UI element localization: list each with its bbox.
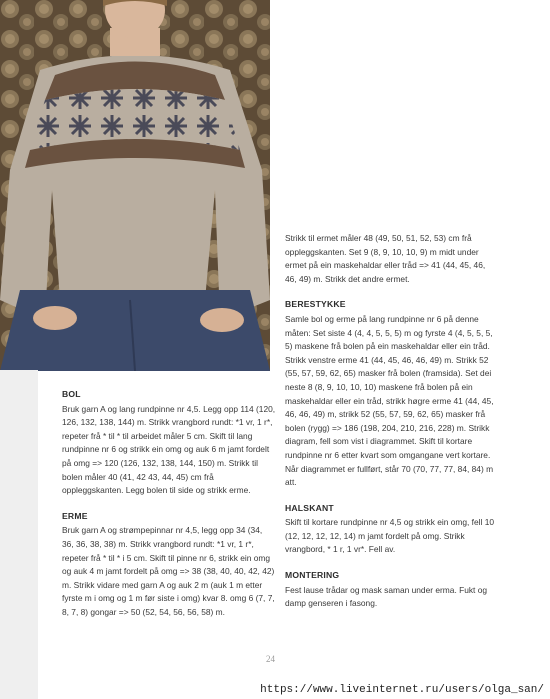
berestykke-heading: BERESTYKKE xyxy=(285,299,346,310)
spacer xyxy=(285,557,495,569)
watermark-url: https://www.liveinternet.ru/users/olga_san/ xyxy=(260,684,544,696)
left-margin-band xyxy=(0,370,38,699)
photo-illustration xyxy=(0,0,270,371)
spacer xyxy=(285,490,495,502)
spacer xyxy=(62,498,276,510)
berestykke-text: Samle bol og erme på lang rundpinne nr 6 på denne måten: Set siste 4 (4, 4, 5, 5, 5) m og fyrste 4 (4, 5, 5, 5, 5) maskene frå bolen på ein maskehaldar eller ein tråd. Strikk venstre erme 41 (44, 45, 46, 46, 49) m. Strikk 52 (55, 57, 59, 62, 65) masker frå bolen (framsida). Set dei neste 8 (8, 9, 10, 10, 10) maskene frå bolen på ein maskehaldar eller ein tråd, strikk høgre erme 41 (44, 45, 46, 46, 49) m, strikk 52 (55, 57, 59, 62, 65) masker frå bolen (rygg) => 186 (198, 204, 210, 216, 228) m. Strikk diagram, fell som vist i diagrammet. Skift til kortare rundpinne nr 6 etter kvart som omgangane vert kortare. Når diagrammet er fullført, står 70 (70, 77, 77, 84, 84) m att. xyxy=(285,313,494,488)
right-column xyxy=(285,232,495,611)
erme-text: Bruk garn A og strømpepinnar nr 4,5, legg opp 34 (34, 36, 36, 38, 38) m. Strikk vrangbord rundt: *1 vr, 1 r*, repeter frå * til * i 5 cm. Skift til pinne nr 6, strikk ein omg og auk 4 m jamt fordelt på omg => 38 (38, 40, 40, 42, 42) m. Strikk vidare med garn A og auk 2 m (auk 1 m etter fyrste m i omg og 1 m før siste i omg) kvar 8. omg 6 (7, 7, 8, 7, 8) gongar => 50 (52, 54, 56, 56, 58) m. xyxy=(62,525,275,617)
montering-text: Fest lause trådar og mask saman under erma. Fukt og damp genseren i fasong. xyxy=(285,584,488,609)
model-sweater-photo xyxy=(0,0,270,371)
bol-text: Bruk garn A og lang rundpinne nr 4,5. Legg opp 114 (120, 126, 132, 138, 144) m. Strikk vrangbord rundt: *1 vr, 1 r*, repeter frå * til * til arbeidet måler 5 cm. Skift til lang rundpinne nr 6 og strikk ein omg og auk 6 m jamt fordelt på omg => 120 (126, 132, 138, 144, 150) m. Strikk til bolen måler 40 (41, 42 43, 44, 45) cm frå oppleggskanten. Legg bolen til side og strikk erme. xyxy=(62,403,276,496)
page-number: 24 xyxy=(266,654,275,664)
left-column xyxy=(62,388,276,620)
ermet-continuation-text: Strikk til ermet måler 48 (49, 50, 51, 52, 53) cm frå oppleggskanten. Set 9 (8, 9, 10, 10, 9) m midt under ermet på ein maskehaldar eller tråd => 41 (44, 45, 46, 46, 49) m. Strikk det andre ermet. xyxy=(285,233,486,284)
spacer xyxy=(285,286,495,298)
erme-heading: ERME xyxy=(62,510,88,521)
halskant-heading: HALSKANT xyxy=(285,502,334,513)
bol-heading: BOL xyxy=(62,389,81,399)
halskant-text: Skift til kortare rundpinne nr 4,5 og strikk ein omg, fell 10 (12, 12, 12, 12, 14) m jamt fordelt på omg. Strikk vrangbord, * 1 r, 1 vr*. Fell av. xyxy=(285,517,495,555)
montering-heading: MONTERING xyxy=(285,570,340,581)
